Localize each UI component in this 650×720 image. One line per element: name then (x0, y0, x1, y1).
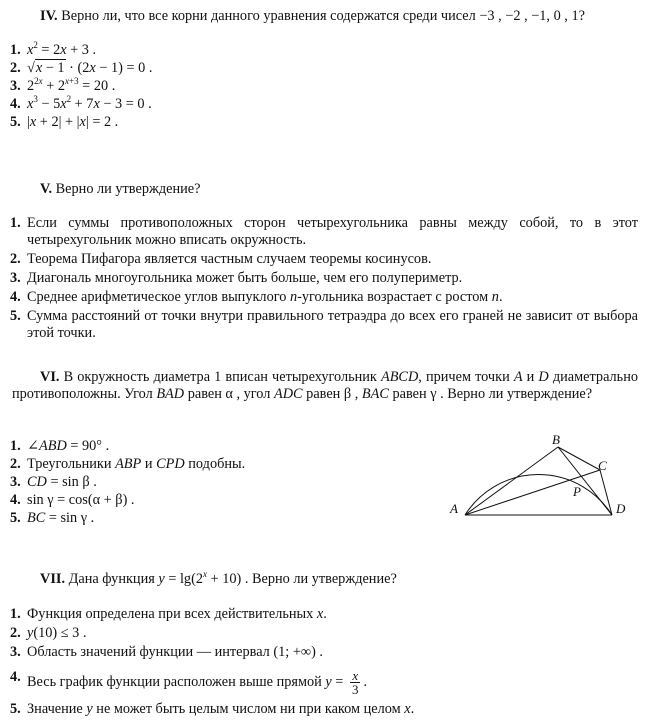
label-p: P (573, 484, 581, 499)
list-item: 2. √x − 1 · (2x − 1) = 0 . (10, 60, 153, 76)
section-7-list (10, 606, 638, 720)
list-item: 1. Функция определена при всех действительных x. (10, 606, 327, 622)
section-7-number: VII. (40, 571, 66, 587)
section-5-heading (0, 181, 650, 198)
label-c: C (598, 458, 607, 473)
section-4-heading (0, 8, 650, 25)
chord-cd (600, 470, 612, 515)
geometry-figure (440, 430, 640, 525)
list-item: 3. Диагональ многоугольника может быть больше, чем его полупериметр. (10, 270, 463, 286)
list-item: 5. Значение y не может быть целым числом ни при каком целом x. (10, 701, 415, 717)
section-5-number: V. (40, 181, 53, 197)
section-7-text: Дана функция $y = \lg(2^x + 10)$ . Верно ли утверждение? (68, 569, 397, 587)
list-item: 2. Треугольники ABP и CPD подобны. (10, 456, 246, 472)
list-item: 2. y(10) ≤ 3 . (10, 625, 87, 641)
list-item: 2. Теорема Пифагора является частным случаем теоремы косинусов. (10, 251, 432, 267)
list-item: 1. Если суммы противоположных сторон четырехугольника равны между собой, то в этот четырехугольник можно вписать окружность. (10, 215, 638, 248)
list-item: 4. sin γ = cos(α + β) . (10, 492, 135, 508)
label-d: D (616, 501, 626, 516)
label-a: A (450, 501, 458, 516)
fraction-x-over-3: $\frac{x}{3}$ (351, 668, 359, 697)
list-item: 1. ∠ABD = 90° . (10, 438, 110, 454)
section-4-text: Верно ли, что все корни данного уравнения содержатся среди чисел −3 , −2 , −1, 0 , 1? (61, 8, 585, 24)
section-5-text: Верно ли утверждение? (55, 181, 201, 197)
section-6-number: VI. (40, 369, 60, 385)
list-item: 1. $x^2 = 2x + 3$ . (10, 40, 97, 58)
section-6-paragraph: VI. В окружность диаметра 1 вписан четырехугольник ABCD, причем точки A и D диаметрально противоположны. Угол BAD равен α , угол ADC равен β , BAC равен γ . Верно ли утверждение? (12, 369, 638, 402)
list-item: 5. |x + 2| + |x| = 2 . (10, 114, 119, 130)
list-item: 4. $x^3 - 5x^2 + 7x - 3 = 0$ . (10, 94, 152, 112)
list-item: 3. $2^{2x} + 2^{x+3} = 20$ . (10, 76, 116, 94)
label-b: B (552, 432, 560, 447)
chord-ab (465, 447, 558, 515)
list-item: 4. Среднее арифметическое углов выпуклого n-угольника возрастает с ростом n. (10, 289, 503, 305)
list-item: 5. BC = sin γ . (10, 510, 95, 526)
list-item: 3. CD = sin β . (10, 474, 97, 490)
chord-bc (558, 447, 600, 470)
section-7-heading (0, 571, 650, 588)
list-item: 5. Сумма расстояний от точки внутри правильного тетраэдра до всех его граней не зависит от выбора этой точки. (10, 308, 638, 341)
list-item: 4. Весь график функции расположен выше прямой y = $\frac{x}{3}$ . (10, 668, 368, 697)
list-item: 3. Область значений функции — интервал (1; +∞) . (10, 644, 324, 660)
semicircle-arc (465, 475, 612, 515)
section-4-number: IV. (40, 8, 58, 24)
section-4-list (10, 42, 638, 132)
section-5-list (10, 215, 638, 344)
